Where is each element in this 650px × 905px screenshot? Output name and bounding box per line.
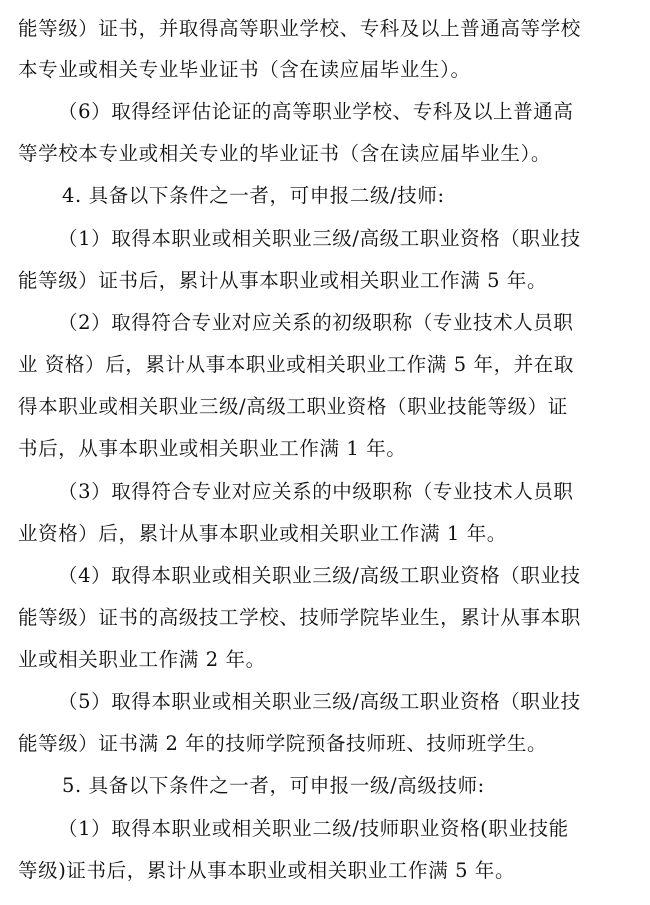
text-line: 本专业或相关专业毕业证书（含在读应届毕业生）。 (18, 58, 471, 81)
text-line: 业或相关职业工作满 2 年。 (18, 648, 266, 671)
text-line: （1）取得本职业或相关职业二级/技师职业资格(职业技能 (58, 817, 569, 840)
text-line: 能等级）证书的高级技工学校、技师学院毕业生，累计从事本职 (18, 606, 581, 629)
text-line: 得本职业或相关职业三级/高级工职业资格（职业技能等级）证 (18, 395, 568, 418)
text-line: 能等级）证书满 2 年的技师学院预备技师班、技师班学生。 (18, 732, 548, 755)
text-line: （2）取得符合专业对应关系的初级职称（专业技术人员职 (58, 311, 574, 334)
text-line: （6）取得经评估论证的高等职业学校、专科及以上普通高 (58, 100, 574, 123)
text-line: （4）取得本职业或相关职业三级/高级工职业资格（职业技 (58, 564, 581, 587)
text-line: 业 资格）后，累计从事本职业或相关职业工作满 5 年，并在取 (18, 353, 575, 376)
text-line: 等学校本专业或相关专业的毕业证书（含在读应届毕业生）。 (18, 142, 551, 165)
text-line: 业资格）后，累计从事本职业或相关职业工作满 1 年。 (18, 522, 507, 545)
text-line: （1）取得本职业或相关职业三级/高级工职业资格（职业技 (58, 227, 581, 250)
text-line: （5）取得本职业或相关职业三级/高级工职业资格（职业技 (58, 690, 581, 713)
text-line: 书后，从事本职业或相关职业工作满 1 年。 (18, 437, 407, 460)
section-heading: 4. 具备以下条件之一者，可申报二级/技师: (62, 184, 445, 207)
text-line: 能等级）证书后，累计从事本职业或相关职业工作满 5 年。 (18, 269, 548, 292)
text-line: 等级)证书后，累计从事本职业或相关职业工作满 5 年。 (18, 859, 516, 882)
text-line: （3）取得符合专业对应关系的中级职称（专业技术人员职 (58, 480, 574, 503)
section-heading: 5. 具备以下条件之一者，可申报一级/高级技师: (62, 774, 485, 797)
text-line: 能等级）证书，并取得高等职业学校、专科及以上普通高等学校 (18, 17, 581, 40)
